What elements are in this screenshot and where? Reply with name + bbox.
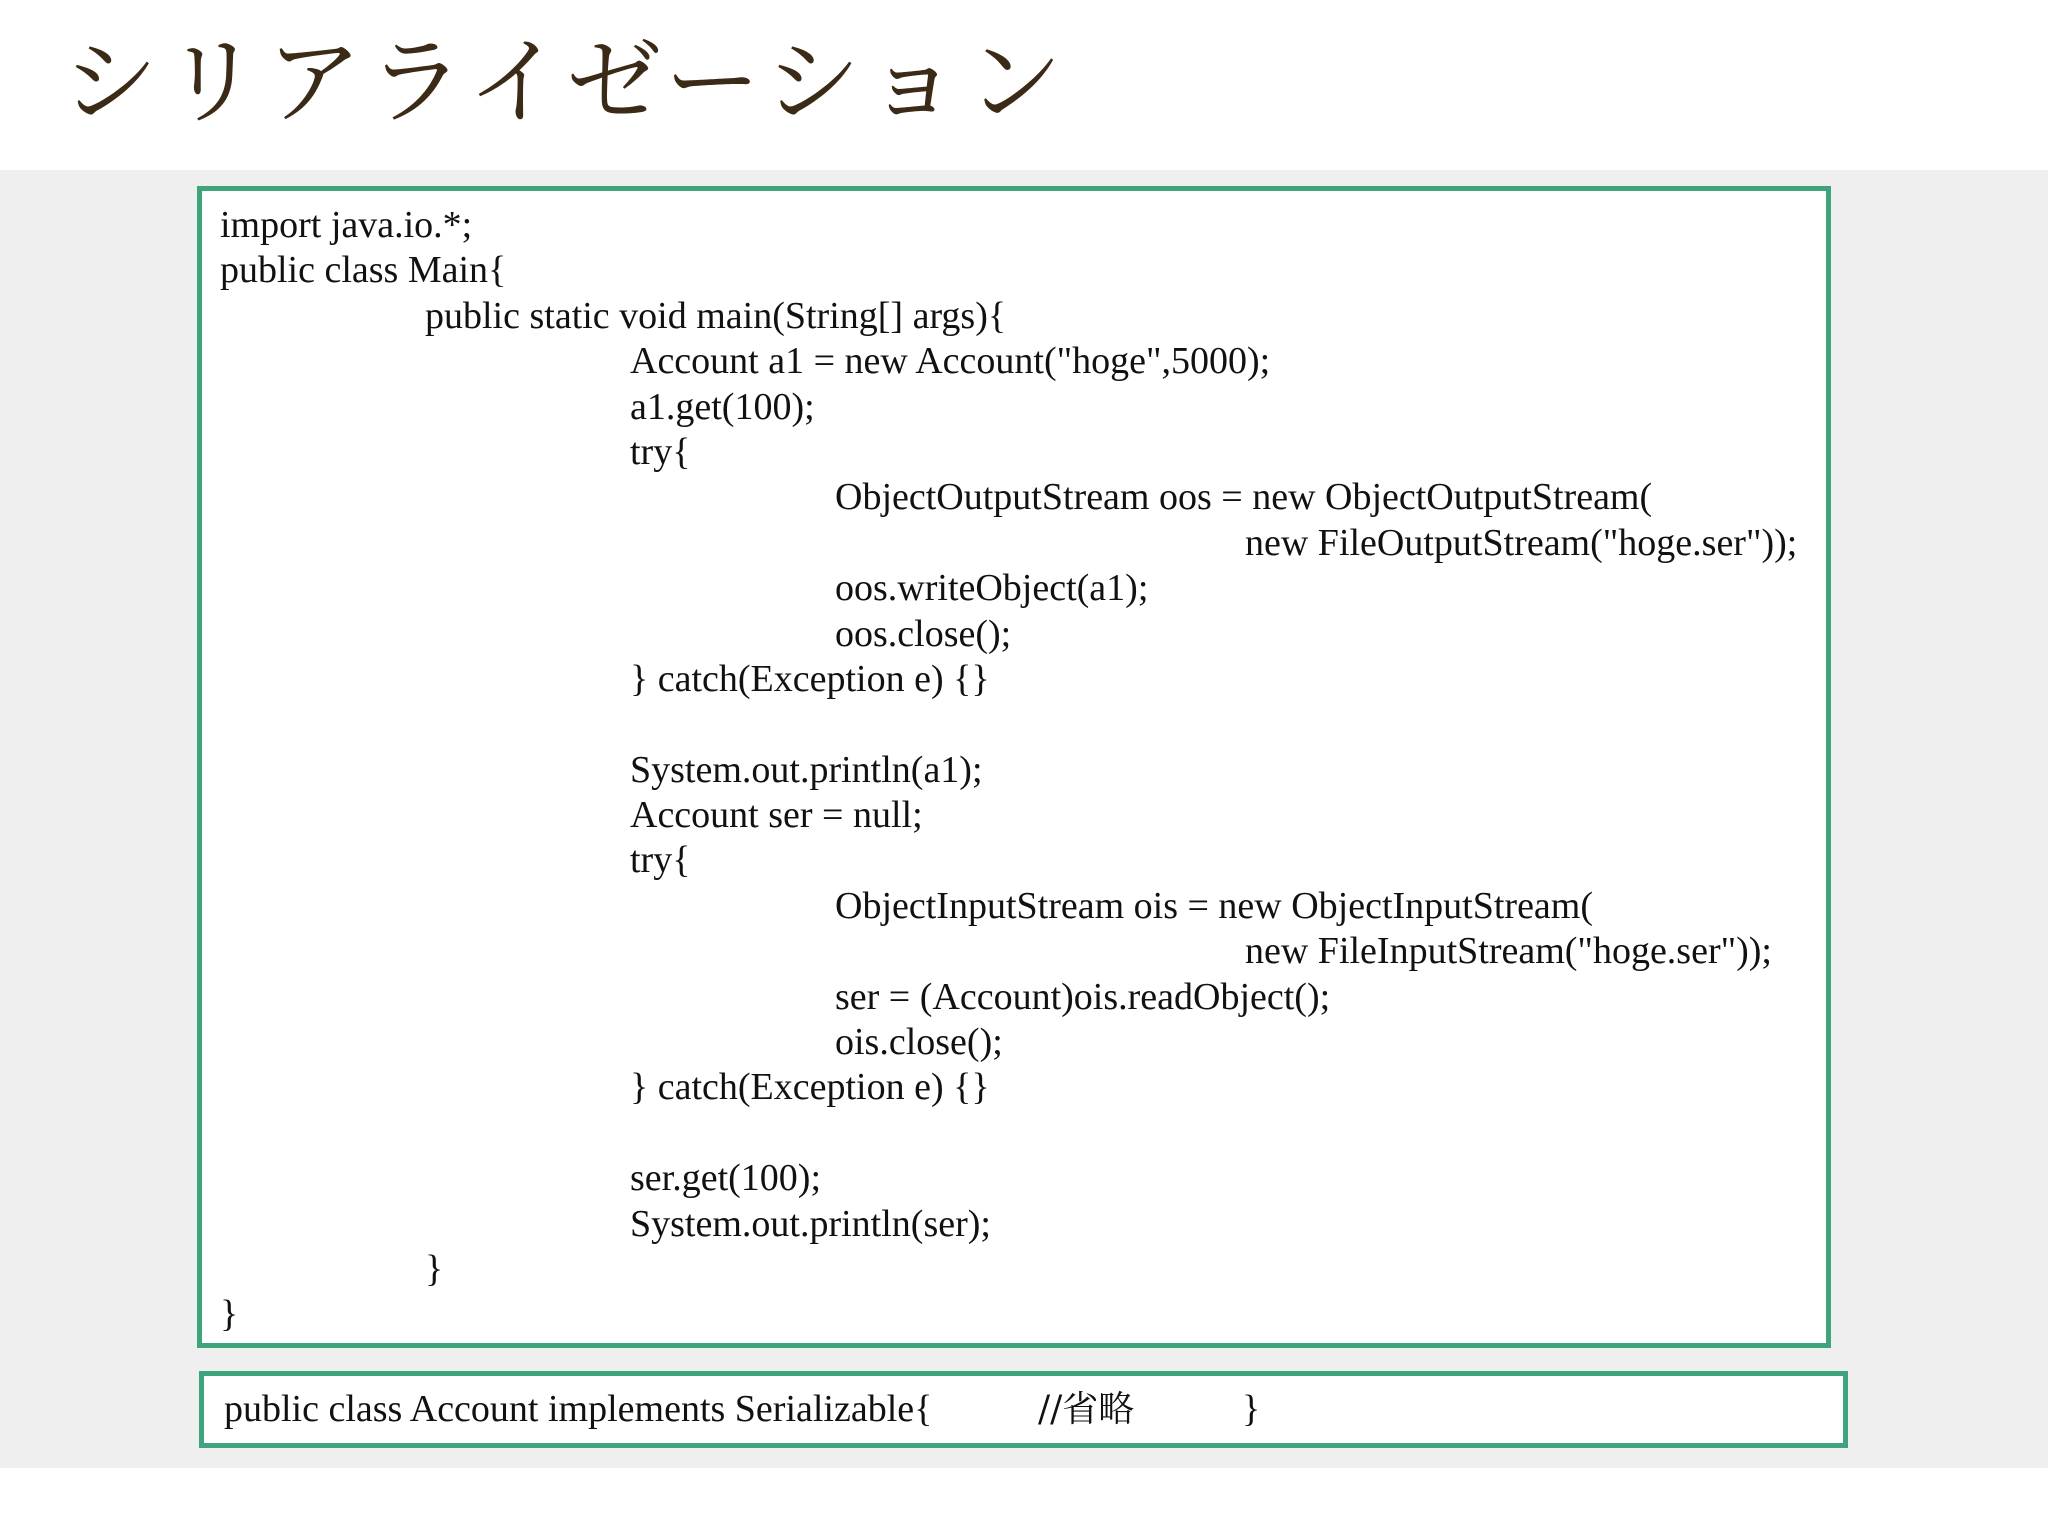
account-class-box [199,1371,1848,1448]
code-line: ois.close(); [835,1021,1003,1064]
code-line [220,702,1797,747]
account-class-declaration: public class Account implements Serializable{ [224,1388,933,1430]
code-line: } catch(Exception e) {} [630,657,990,700]
code-line: oos.writeObject(a1); [835,567,1149,610]
code-line: } [220,1293,239,1336]
main-code-listing [220,203,1797,1338]
main-code-box [197,186,1831,1348]
code-line: try{ [630,839,691,882]
code-line: try{ [630,430,691,473]
code-line: a1.get(100); [630,385,815,428]
code-line: Account ser = null; [630,794,923,837]
code-line: System.out.println(ser); [630,1202,991,1245]
code-line [220,1111,1797,1156]
account-class-comment: //省略 [1038,1389,1135,1430]
code-line: System.out.println(a1); [630,748,983,791]
code-line: new FileInputStream("hoge.ser")); [1245,930,1772,973]
code-line: public class Main{ [220,249,507,292]
code-line: ser = (Account)ois.readObject(); [835,975,1331,1018]
code-line: ObjectInputStream ois = new ObjectInputStream( [835,884,1594,927]
code-line: new FileOutputStream("hoge.ser")); [1245,521,1798,564]
code-line: } [425,1247,444,1290]
code-line: ObjectOutputStream oos = new ObjectOutputStream( [835,476,1653,519]
code-line: ser.get(100); [630,1157,822,1200]
code-line: } catch(Exception e) {} [630,1066,990,1109]
code-line: oos.close(); [835,612,1012,655]
account-class-closing-brace: } [1242,1388,1261,1430]
code-line: Account a1 = new Account("hoge",5000); [630,340,1271,383]
slide-title: シリアライゼーション [62,26,1069,138]
code-line: public static void main(String[] args){ [425,294,1007,337]
code-line: import java.io.*; [220,204,473,246]
